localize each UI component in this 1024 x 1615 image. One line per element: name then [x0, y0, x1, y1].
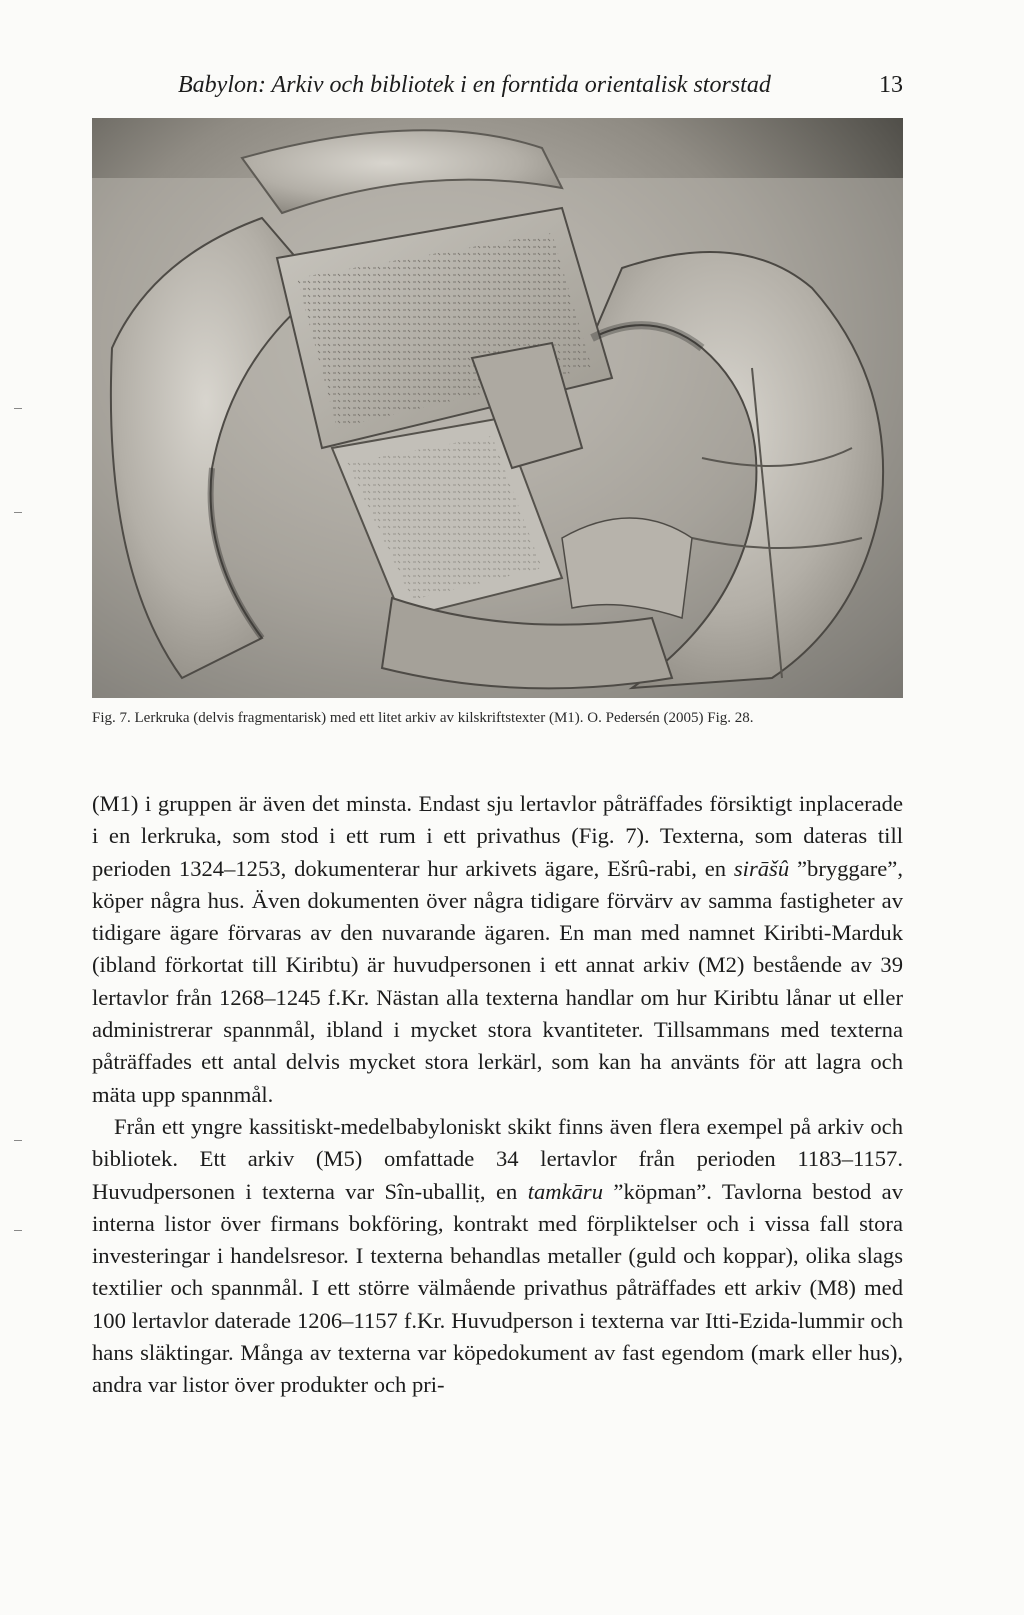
- page-number: 13: [879, 72, 903, 98]
- margin-mark: [14, 1230, 22, 1231]
- margin-mark: [14, 408, 22, 409]
- figure-caption: Fig. 7. Lerkruka (delvis fragmentarisk) med ett litet arkiv av kilskriftstexter (M1). O. Pedersén (2005) Fig. 28.: [92, 710, 754, 726]
- margin-mark: [14, 512, 22, 513]
- term-sirasu: sirāšû: [733, 855, 790, 881]
- paragraph-2: [92, 1111, 903, 1402]
- body-text: [92, 788, 903, 1402]
- paragraph-1: [92, 788, 903, 1111]
- running-head-title: Babylon: Arkiv och bibliotek i en forntida orientalisk storstad: [178, 72, 771, 98]
- paragraph-2-text-b: ”köpman”. Tavlorna bestod av interna listor över firmans bokföring, kontrakt med förpliktelser och i vissa fall stora investeringar i handelsresor. I texterna behandlas metaller (guld och koppar), olika slags textilier och spannmål. I ett större välmående privathus påträffades ett arkiv (M8) med 100 lertavlor daterade 1206–1157 f.Kr. Huvudperson i texterna var Itti-Ezida-lummir och hans släktingar. Många av texterna var köpedokument av fast egendom (mark eller hus), andra var listor över produkter och pri-: [92, 1178, 903, 1398]
- margin-mark: [14, 1140, 22, 1141]
- term-tamkaru: tamkāru: [527, 1178, 604, 1204]
- paragraph-1-text-b: ”bryggare”, köper några hus. Även dokumenten över några tidigare förvärv av samma fastigheter av tidigare ägare förvaras av den nuvarande ägaren. En man med namnet Kiribti-Marduk (ibland förkortat till Kiribtu) är huvudpersonen i ett annat arkiv (M2) bestående av 39 lertavlor från 1268–1245 f.Kr. Nästan alla texterna handlar om hur Kiribtu lånar ut eller administrerar spannmål, ibland i mycket stora kvantiteter. Tillsammans med texterna påträffades ett antal delvis mycket stora lerkärl, som kan ha använts för att lagra och mäta upp spannmål.: [92, 855, 903, 1107]
- clay-jar-photo-illustration: [92, 118, 903, 698]
- figure-photo: [92, 118, 903, 698]
- paragraph-1-text-a: (M1) i gruppen är även det minsta. Endast sju lertavlor påträffades försiktigt inplacerade i en lerkruka, som stod i ett rum i ett privathus (Fig. 7). Texterna, som dateras till perioden 1324–1253, dokumenterar hur arkivets ägare, Ešrû-rabi, en: [92, 791, 903, 881]
- paragraph-2-text-a: Från ett yngre kassitiskt-medelbabyloniskt skikt finns även flera exempel på arkiv och bibliotek. Ett arkiv (M5) omfattade 34 lertavlor från perioden 1183–1157. Huvudpersonen i texterna var Sîn-uballiṭ, en: [92, 1113, 903, 1204]
- running-head: [178, 72, 903, 99]
